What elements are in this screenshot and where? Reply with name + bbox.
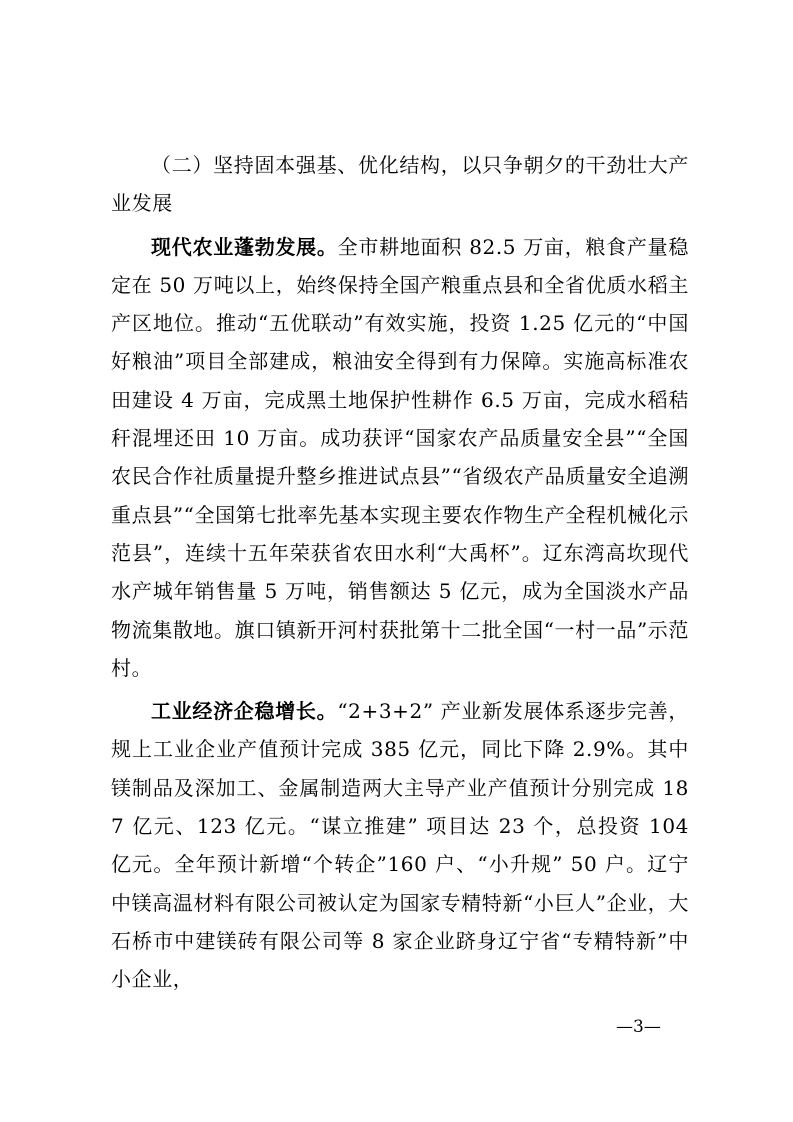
page-number: —3— — [616, 1017, 661, 1037]
paragraph-lead: 现代农业蓬勃发展。 — [151, 234, 338, 259]
paragraph-lead: 工业经济企稳增长。 — [151, 699, 338, 724]
section-heading: （二）坚持固本强基、优化结构，以只争朝夕的干劲壮大产业发展 — [111, 153, 689, 216]
document-body — [111, 146, 689, 999]
paragraph-body: 全市耕地面积 82.5 万亩，粮食产量稳定在 50 万吨以上，始终保持全国产粮重点县和全省优质水稻主产区地位。推动“五优联动”有效实施，投资 1.25 亿元的“中国好粮油”项目全部建成，粮油安全得到有力保障。实施高标准农田建设 4 万亩，完成黑土地保护性耕作 6.5 万亩，完成水稻秸秆混埋还田 10 万亩。成功获评“国家农产品质量安全县”“全国农民合作社质量提升整乡推进试点县”“省级农产品质量安全追溯重点县”“全国第七批率先基本实现主要农作物生产全程机械化示范县”，连续十五年荣获省农田水利“大禹杯”。辽东湾高坎现代水产城年销售量 5 万吨，销售额达 5 亿元，成为全国淡水产品物流集散地。旗口镇新开河村获批第十二批全国“一村一品”示范村。 — [111, 234, 689, 680]
paragraph-agriculture — [111, 228, 689, 688]
paragraph-industry — [111, 692, 689, 998]
paragraph-body: “2+3+2” 产业新发展体系逐步完善，规上工业企业产值预计完成 385 亿元，同比下降 2.9%。其中镁制品及深加工、金属制造两大主导产业产值预计分别完成 187 亿元、123 亿元。“谋立推建” 项目达 23 个，总投资 104 亿元。全年预计新增“个转企”160 户、“小升规” 50 户。辽宁中镁高温材料有限公司被认定为国家专精特新“小巨人”企业，大石桥市中建镁砖有限公司等 8 家企业跻身辽宁省“专精特新”中小企业， — [111, 699, 690, 992]
